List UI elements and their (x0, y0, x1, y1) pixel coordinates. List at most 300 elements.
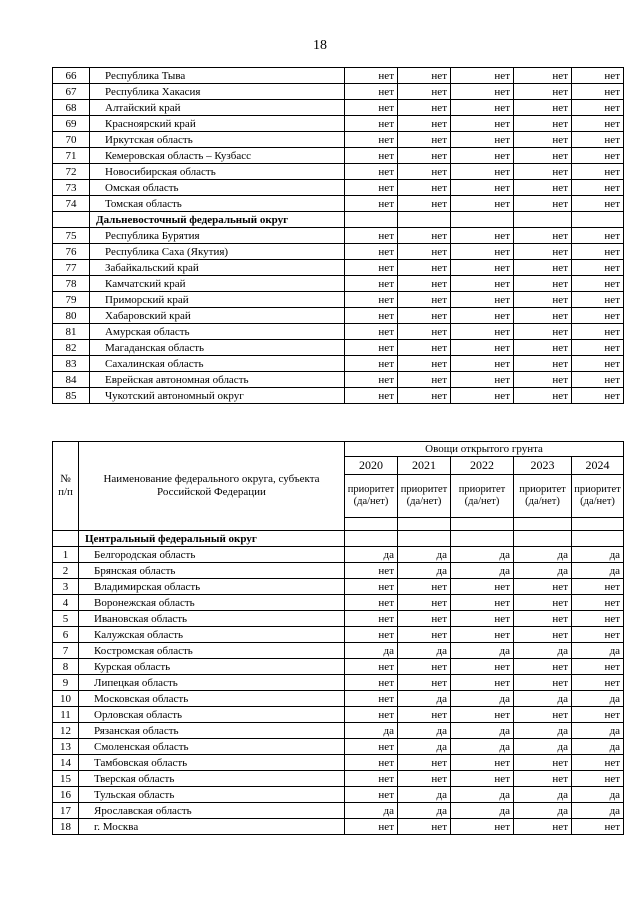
priority-value: нет (345, 579, 398, 595)
table-row (53, 100, 624, 116)
table-row (53, 292, 624, 308)
priority-value: нет (572, 755, 624, 771)
priority-value: нет (398, 340, 451, 356)
priority-value: нет (572, 611, 624, 627)
priority-value: нет (345, 324, 398, 340)
region-name: Республика Саха (Якутия) (90, 244, 345, 260)
region-name: Еврейская автономная область (90, 372, 345, 388)
priority-value: да (451, 691, 514, 707)
header-year: 2023 (514, 457, 572, 475)
table-row (53, 771, 624, 787)
region-name: Липецкая область (79, 675, 345, 691)
table-row (53, 579, 624, 595)
priority-value: нет (572, 116, 624, 132)
row-number: 15 (53, 771, 79, 787)
priority-value: нет (514, 244, 572, 260)
priority-value: да (514, 803, 572, 819)
row-number: 16 (53, 787, 79, 803)
row-number: 1 (53, 547, 79, 563)
priority-value: нет (514, 228, 572, 244)
priority-value: нет (514, 84, 572, 100)
empty-cell (398, 531, 451, 547)
region-name: Ивановская область (79, 611, 345, 627)
priority-value: нет (451, 180, 514, 196)
row-number: 85 (53, 388, 90, 404)
row-number: 66 (53, 68, 90, 84)
table-row (53, 324, 624, 340)
region-name: Тверская область (79, 771, 345, 787)
table-row (53, 691, 624, 707)
priority-value: нет (572, 579, 624, 595)
table-row (53, 755, 624, 771)
priority-value: нет (398, 116, 451, 132)
region-name: Приморский край (90, 292, 345, 308)
district-name: Дальневосточный федеральный округ (90, 212, 345, 228)
table-row (53, 627, 624, 643)
priority-value: да (451, 787, 514, 803)
row-number: 76 (53, 244, 90, 260)
priority-value: нет (451, 100, 514, 116)
region-name: г. Москва (79, 819, 345, 835)
priority-value: да (514, 643, 572, 659)
region-name: Ярославская область (79, 803, 345, 819)
empty-cell (398, 212, 451, 228)
priority-value: нет (345, 356, 398, 372)
priority-value: нет (398, 260, 451, 276)
district-row (53, 531, 624, 547)
priority-value: да (398, 803, 451, 819)
table-row (53, 803, 624, 819)
header-priority: приоритет (да/нет) (451, 475, 514, 518)
region-name: Алтайский край (90, 100, 345, 116)
district-num-cell (53, 212, 90, 228)
priority-value: нет (514, 340, 572, 356)
priority-table-body (53, 531, 624, 835)
priority-value: нет (514, 356, 572, 372)
priority-value: нет (572, 164, 624, 180)
table-row (53, 68, 624, 84)
priority-value: нет (514, 595, 572, 611)
header-spacer (514, 518, 572, 531)
row-number: 74 (53, 196, 90, 212)
priority-value: нет (451, 372, 514, 388)
priority-value: нет (451, 292, 514, 308)
priority-value: да (572, 787, 624, 803)
priority-value: нет (398, 755, 451, 771)
region-name: Амурская область (90, 324, 345, 340)
priority-value: нет (514, 180, 572, 196)
priority-value: нет (514, 324, 572, 340)
priority-value: да (451, 563, 514, 579)
priority-value: нет (451, 627, 514, 643)
priority-value: да (398, 547, 451, 563)
priority-value: да (345, 723, 398, 739)
row-number: 10 (53, 691, 79, 707)
priority-value: да (398, 643, 451, 659)
priority-value: нет (451, 356, 514, 372)
priority-value: нет (345, 308, 398, 324)
priority-value: нет (345, 611, 398, 627)
header-year: 2021 (398, 457, 451, 475)
priority-value: нет (345, 595, 398, 611)
priority-value: нет (345, 84, 398, 100)
row-number: 9 (53, 675, 79, 691)
priority-value: нет (398, 180, 451, 196)
empty-cell (451, 212, 514, 228)
priority-value: нет (451, 659, 514, 675)
district-row (53, 212, 624, 228)
empty-cell (514, 212, 572, 228)
table-row (53, 244, 624, 260)
priority-value: нет (451, 755, 514, 771)
region-name: Омская область (90, 180, 345, 196)
row-number: 77 (53, 260, 90, 276)
header-priority: приоритет (да/нет) (398, 475, 451, 518)
table-row (53, 340, 624, 356)
priority-value: да (398, 739, 451, 755)
priority-value: нет (451, 68, 514, 84)
priority-value: да (514, 739, 572, 755)
table-row (53, 723, 624, 739)
priority-value: нет (398, 659, 451, 675)
priority-value: нет (451, 771, 514, 787)
priority-value: да (451, 643, 514, 659)
priority-value: нет (345, 707, 398, 723)
priority-value: нет (514, 372, 572, 388)
priority-value: нет (451, 260, 514, 276)
priority-value: нет (451, 84, 514, 100)
header-year: 2024 (572, 457, 624, 475)
priority-value: нет (398, 276, 451, 292)
priority-value: нет (345, 755, 398, 771)
priority-value: нет (398, 148, 451, 164)
region-name: Кемеровская область – Кузбасс (90, 148, 345, 164)
empty-cell (345, 531, 398, 547)
priority-value: нет (451, 228, 514, 244)
table-row (53, 148, 624, 164)
row-number: 6 (53, 627, 79, 643)
header-spacer (451, 518, 514, 531)
header-spacer (572, 518, 624, 531)
row-number: 84 (53, 372, 90, 388)
priority-value: нет (398, 164, 451, 180)
priority-value: нет (398, 100, 451, 116)
priority-value: нет (451, 276, 514, 292)
table-row (53, 739, 624, 755)
priority-value: да (345, 643, 398, 659)
priority-value: нет (345, 132, 398, 148)
priority-value: нет (451, 244, 514, 260)
region-name: Владимирская область (79, 579, 345, 595)
row-number: 71 (53, 148, 90, 164)
table-row (53, 595, 624, 611)
priority-value: нет (572, 707, 624, 723)
row-number: 72 (53, 164, 90, 180)
row-number: 75 (53, 228, 90, 244)
priority-value: нет (345, 100, 398, 116)
row-number: 11 (53, 707, 79, 723)
priority-value: нет (398, 356, 451, 372)
priority-value: да (398, 723, 451, 739)
priority-value: да (514, 723, 572, 739)
priority-value: нет (514, 68, 572, 84)
priority-value: нет (514, 771, 572, 787)
priority-value: нет (345, 819, 398, 835)
priority-value: нет (572, 196, 624, 212)
priority-value: да (572, 739, 624, 755)
priority-value: нет (572, 84, 624, 100)
table-row (53, 228, 624, 244)
priority-value: нет (451, 579, 514, 595)
priority-value: нет (398, 388, 451, 404)
priority-value: нет (345, 116, 398, 132)
region-name: Тамбовская область (79, 755, 345, 771)
region-name: Новосибирская область (90, 164, 345, 180)
priority-value: нет (514, 707, 572, 723)
region-name: Смоленская область (79, 739, 345, 755)
row-number: 82 (53, 340, 90, 356)
header-priority: приоритет (да/нет) (345, 475, 398, 518)
priority-value: нет (345, 196, 398, 212)
priority-value: да (345, 547, 398, 563)
region-name: Иркутская область (90, 132, 345, 148)
table-row (53, 707, 624, 723)
priority-value: нет (572, 627, 624, 643)
header-year: 2020 (345, 457, 398, 475)
priority-value: нет (345, 148, 398, 164)
row-number: 68 (53, 100, 90, 116)
region-name: Орловская область (79, 707, 345, 723)
priority-value: нет (572, 132, 624, 148)
row-number: 73 (53, 180, 90, 196)
table-row (53, 643, 624, 659)
row-number: 7 (53, 643, 79, 659)
region-name: Хабаровский край (90, 308, 345, 324)
header-year: 2022 (451, 457, 514, 475)
region-name: Брянская область (79, 563, 345, 579)
table-row (53, 116, 624, 132)
table-row (53, 563, 624, 579)
district-name: Центральный федеральный округ (79, 531, 345, 547)
header-num: № п/п (53, 442, 79, 531)
priority-value: нет (514, 164, 572, 180)
priority-value: нет (572, 228, 624, 244)
priority-value: нет (345, 340, 398, 356)
table-row (53, 260, 624, 276)
page-number: 18 (313, 38, 327, 53)
priority-value: нет (572, 340, 624, 356)
row-number: 69 (53, 116, 90, 132)
priority-value: нет (398, 675, 451, 691)
priority-value: нет (345, 372, 398, 388)
header-priority: приоритет (да/нет) (572, 475, 624, 518)
priority-value: нет (572, 148, 624, 164)
table-row (53, 196, 624, 212)
priority-value: нет (451, 611, 514, 627)
priority-value: да (572, 723, 624, 739)
priority-value: нет (345, 164, 398, 180)
priority-value: да (514, 787, 572, 803)
region-name: Калужская область (79, 627, 345, 643)
priority-value: нет (572, 276, 624, 292)
priority-value: нет (514, 675, 572, 691)
region-name: Республика Тыва (90, 68, 345, 84)
priority-value: нет (451, 196, 514, 212)
priority-value: нет (514, 292, 572, 308)
table-row (53, 372, 624, 388)
priority-value: нет (345, 659, 398, 675)
empty-cell (572, 531, 624, 547)
priority-value: да (514, 547, 572, 563)
table-row (53, 787, 624, 803)
table-row (53, 84, 624, 100)
region-name: Белгородская область (79, 547, 345, 563)
priority-value: нет (398, 228, 451, 244)
priority-value: нет (572, 659, 624, 675)
row-number: 3 (53, 579, 79, 595)
region-name: Воронежская область (79, 595, 345, 611)
table-row (53, 611, 624, 627)
priority-value: нет (572, 356, 624, 372)
table-header (53, 442, 624, 531)
priority-value: нет (398, 324, 451, 340)
priority-value: нет (514, 116, 572, 132)
priority-value: нет (451, 819, 514, 835)
row-number: 5 (53, 611, 79, 627)
priority-value: нет (514, 611, 572, 627)
priority-value: нет (398, 84, 451, 100)
region-name: Забайкальский край (90, 260, 345, 276)
empty-cell (451, 531, 514, 547)
priority-value: нет (451, 148, 514, 164)
priority-value: да (451, 723, 514, 739)
header-name: Наименование федерального округа, субъекта Российской Федерации (79, 442, 345, 531)
priority-value: нет (514, 579, 572, 595)
priority-value: нет (398, 595, 451, 611)
priority-value: нет (345, 787, 398, 803)
priority-value: да (398, 563, 451, 579)
priority-value: нет (345, 244, 398, 260)
priority-value: нет (398, 292, 451, 308)
priority-value: нет (572, 68, 624, 84)
priority-value: нет (451, 308, 514, 324)
priority-value: нет (345, 68, 398, 84)
priority-value: нет (398, 707, 451, 723)
district-num-cell (53, 531, 79, 547)
priority-value: нет (345, 675, 398, 691)
row-number: 70 (53, 132, 90, 148)
vegetables-priority-table (52, 441, 624, 835)
priority-value: да (572, 691, 624, 707)
priority-value: нет (514, 627, 572, 643)
row-number: 12 (53, 723, 79, 739)
table-row (53, 388, 624, 404)
region-name: Костромская область (79, 643, 345, 659)
priority-value: нет (572, 260, 624, 276)
priority-value: нет (451, 132, 514, 148)
table-row (53, 180, 624, 196)
region-name: Рязанская область (79, 723, 345, 739)
row-number: 13 (53, 739, 79, 755)
region-name: Камчатский край (90, 276, 345, 292)
priority-value: нет (398, 627, 451, 643)
header-priority: приоритет (да/нет) (514, 475, 572, 518)
row-number: 79 (53, 292, 90, 308)
empty-cell (345, 212, 398, 228)
row-number: 80 (53, 308, 90, 324)
priority-value: нет (398, 372, 451, 388)
table-row (53, 132, 624, 148)
priority-value: да (572, 563, 624, 579)
priority-value: нет (514, 260, 572, 276)
priority-value: да (514, 691, 572, 707)
region-name: Московская область (79, 691, 345, 707)
header-spacer (345, 518, 398, 531)
region-name: Чукотский автономный округ (90, 388, 345, 404)
priority-value: нет (398, 579, 451, 595)
row-number: 81 (53, 324, 90, 340)
priority-value: нет (572, 292, 624, 308)
priority-value: да (572, 547, 624, 563)
priority-value: нет (345, 627, 398, 643)
priority-value: нет (451, 595, 514, 611)
priority-value: нет (514, 196, 572, 212)
priority-value: нет (514, 132, 572, 148)
priority-value: нет (514, 276, 572, 292)
priority-value: нет (572, 819, 624, 835)
priority-value: нет (398, 308, 451, 324)
priority-value: да (451, 547, 514, 563)
priority-value: нет (572, 100, 624, 116)
region-name: Курская область (79, 659, 345, 675)
row-number: 2 (53, 563, 79, 579)
priority-value: да (398, 787, 451, 803)
empty-cell (514, 531, 572, 547)
row-number: 18 (53, 819, 79, 835)
priority-value: нет (345, 771, 398, 787)
priority-value: нет (398, 68, 451, 84)
priority-value: да (451, 739, 514, 755)
row-number: 17 (53, 803, 79, 819)
priority-value: нет (451, 116, 514, 132)
priority-value: нет (345, 260, 398, 276)
priority-value: да (572, 643, 624, 659)
priority-value: нет (514, 388, 572, 404)
row-number: 14 (53, 755, 79, 771)
row-number: 83 (53, 356, 90, 372)
priority-value: нет (451, 324, 514, 340)
priority-value: нет (572, 180, 624, 196)
priority-value: нет (514, 819, 572, 835)
priority-value: нет (398, 132, 451, 148)
table-row (53, 276, 624, 292)
priority-value: нет (451, 164, 514, 180)
table-row (53, 547, 624, 563)
priority-value: нет (398, 611, 451, 627)
row-number: 8 (53, 659, 79, 675)
priority-value: нет (398, 196, 451, 212)
priority-value: нет (514, 308, 572, 324)
priority-value: нет (514, 659, 572, 675)
regions-table-body (53, 68, 624, 404)
table-row (53, 819, 624, 835)
table-row (53, 675, 624, 691)
priority-value: нет (398, 819, 451, 835)
table-row (53, 308, 624, 324)
region-name: Магаданская область (90, 340, 345, 356)
priority-value: да (451, 803, 514, 819)
priority-value: нет (572, 372, 624, 388)
